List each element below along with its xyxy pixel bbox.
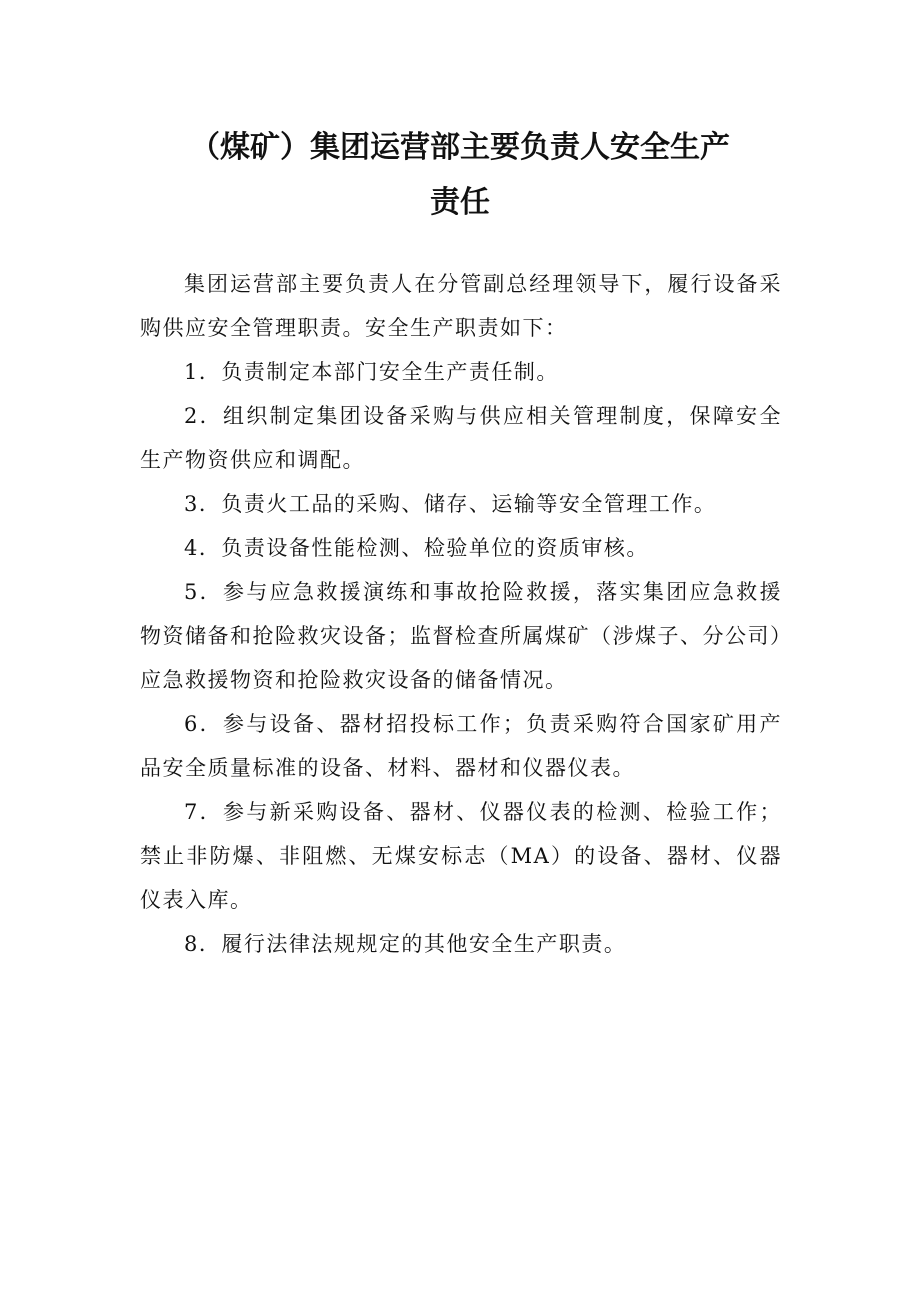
document-body (140, 262, 782, 966)
duty-item-3: 3．负责火工品的采购、储存、运输等安全管理工作。 (184, 492, 717, 516)
document-title-line-1: （煤矿）集团运营部主要负责人安全生产 (190, 130, 730, 165)
duty-item-2: 2．组织制定集团设备采购与供应相关管理制度，保障安全生产物资供应和调配。 (140, 404, 782, 472)
duty-item-6: 6．参与设备、器材招投标工作；负责采购符合国家矿用产品安全质量标准的设备、材料、器材和仪器仪表。 (140, 712, 782, 780)
duty-item-4: 4．负责设备性能检测、检验单位的资质审核。 (184, 536, 649, 560)
duty-item-5: 5．参与应急救援演练和事故抢险救援，落实集团应急救援物资储备和抢险救灾设备；监督检查所属煤矿（涉煤子、分公司）应急救援物资和抢险救灾设备的储备情况。 (140, 580, 782, 692)
duty-item-8: 8．履行法律法规规定的其他安全生产职责。 (184, 932, 627, 956)
intro-paragraph: 集团运营部主要负责人在分管副总经理领导下，履行设备采购供应安全管理职责。安全生产职责如下： (140, 272, 782, 340)
duty-item-1: 1．负责制定本部门安全生产责任制。 (184, 360, 559, 384)
duty-item-7: 7．参与新采购设备、器材、仪器仪表的检测、检验工作；禁止非防爆、非阻燃、无煤安标志（MA）的设备、器材、仪器仪表入库。 (140, 800, 782, 912)
document-title-line-2: 责任 (430, 185, 490, 220)
